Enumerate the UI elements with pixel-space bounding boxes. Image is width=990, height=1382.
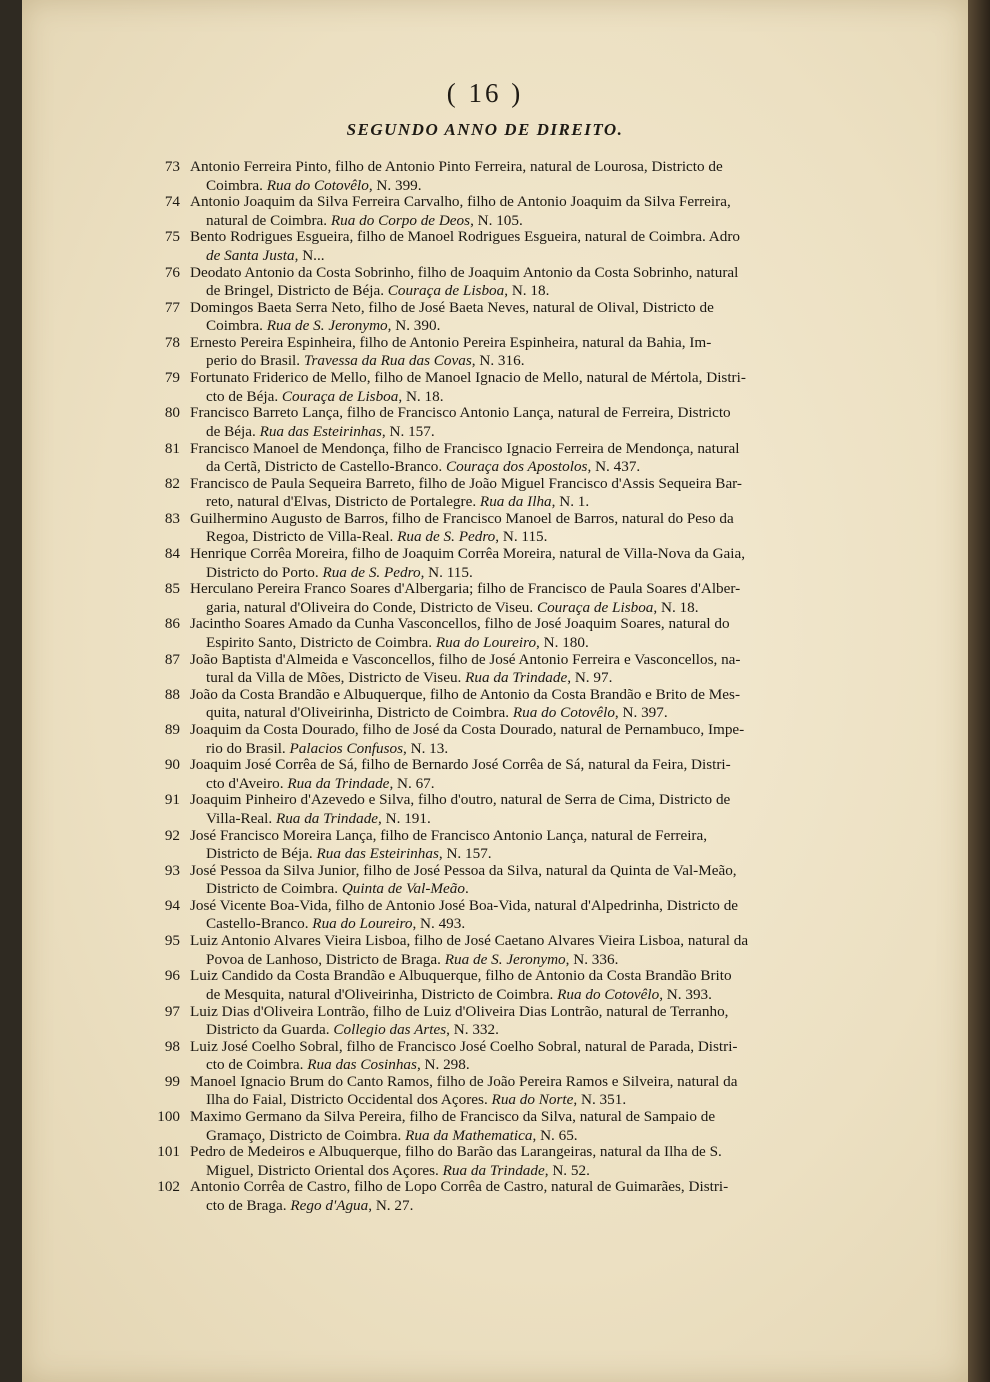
entry-number: 83 [164,509,180,527]
entry-origin: perio do Brasil. [206,352,301,370]
entry-origin: cto d'Aveiro. [206,774,284,792]
entry-line: Francisco Manoel de Mendonça, filho de Francisco Ignacio Ferreira de Mendonça, natural [190,439,740,457]
entry-address: Collegio das Artes [333,1021,447,1038]
list-item [138,404,838,439]
entry-house-number: . [465,880,469,898]
entry-origin: de Bringel, Districto de Béja. [206,282,384,300]
entry-origin: Castello-Branco. [206,915,309,933]
entry-number: 99 [164,1072,180,1090]
entry-address: Rua de S. Jeronymo [266,317,388,335]
entry-line: João Baptista d'Almeida e Vasconcellos, filho de José Antonio Ferreira e Vasconcellos, na- [190,650,741,668]
entry-address: Rua das Cosinhas [307,1056,417,1074]
list-item [138,615,838,650]
list-item [138,827,838,862]
entry-origin: Villa-Real. [206,809,273,827]
entry-house-number: , N. 399. [368,176,422,194]
entry-house-number: , N. 336. [565,950,619,968]
entry-number: 84 [164,545,180,563]
entry-line: José Francisco Moreira Lança, filho de Francisco Antonio Lança, natural de Ferreira, [190,826,708,844]
entry-line: Henrique Corrêa Moreira, filho de Joaquim Corrêa Moreira, natural de Villa-Nova da Gaia, [190,545,746,563]
entry-origin: Coimbra. [206,317,263,335]
entry-address: Rua da Trindade [287,774,390,792]
entry-address: Rua da Trindade [275,809,379,827]
entry-number: 92 [164,826,180,844]
entry-address: Rua do Loureiro [312,915,413,933]
entry-number: 91 [164,791,180,809]
entry-origin: Regoa, Districto de Villa-Real. [206,528,394,546]
entry-line: Joaquim da Costa Dourado, filho de José da Costa Dourado, natural de Pernambuco, Impe- [190,721,745,738]
list-item [138,791,838,826]
entry-number: 79 [164,369,180,387]
entry-line: Pedro de Medeiros e Albuquerque, filho do Barão das Larangeiras, natural da Ilha de S. [190,1143,722,1161]
list-item [138,686,838,721]
entry-line: Bento Rodrigues Esgueira, filho de Manoel Rodrigues Esgueira, natural de Coimbra. Adro [190,228,741,246]
entry-line: Luiz Antonio Alvares Vieira Lisboa, filho de José Caetano Alvares Vieira Lisboa, natural da [190,932,749,950]
entry-origin: garia, natural d'Oliveira do Conde, Districto de Viseu. [206,598,534,616]
entry-origin: Districto de Coimbra. [206,880,339,898]
entry-origin: cto de Braga. [206,1196,287,1214]
entry-house-number: , N. 13. [403,739,449,757]
list-item [138,369,838,404]
entry-house-number: , N. 18. [504,282,550,300]
entry-origin: Districto da Guarda. [206,1021,330,1038]
entry-origin: da Certã, Districto de Castello-Branco. [206,458,443,475]
list-item [138,580,838,615]
entry-house-number: , N. 351. [573,1091,627,1109]
entry-address: Couraça de Lisboa [387,282,505,300]
entry-line: Luiz José Coelho Sobral, filho de Francisco José Coelho Sobral, natural de Parada, Distri- [190,1037,738,1055]
entry-line: Antonio Joaquim da Silva Ferreira Carvalho, filho de Antonio Joaquim da Silva Ferreira, [190,193,731,211]
entry-number: 100 [157,1108,180,1126]
entry-house-number: , N... [294,246,325,264]
entry-house-number: , N. 27. [368,1196,414,1214]
entry-line: Domingos Baeta Serra Neto, filho de José Baeta Neves, natural de Olival, Districto de [190,298,714,316]
entry-address: Rua do Norte [491,1091,574,1109]
entry-address: Rua das Esteirinhas [259,422,382,440]
entry-line: Antonio Corrêa de Castro, filho de Lopo Corrêa de Castro, natural de Guimarães, Distri- [190,1178,729,1196]
entry-line: Joaquim Pinheiro d'Azevedo e Silva, filho d'outro, natural de Serra de Cima, Districto de [190,791,731,809]
entry-address: Quinta de Val-Meão [341,880,465,898]
list-item [138,264,838,299]
entry-address: Rua do Cotovêlo [557,985,660,1003]
entry-number: 85 [164,580,180,598]
entry-house-number: , N. 115. [420,563,473,581]
entry-line: Manoel Ignacio Brum do Canto Ramos, filho de João Pereira Ramos e Silveira, natural da [190,1072,738,1090]
entry-address: Rego d'Agua [290,1196,369,1214]
entry-number: 73 [164,158,180,175]
list-item [138,1038,838,1073]
list-item [138,1108,838,1143]
entry-origin: cto de Coimbra. [206,1056,304,1074]
list-item [138,1073,838,1108]
entry-house-number: , N. 393. [659,985,712,1003]
entry-line: Luiz Dias d'Oliveira Lontrão, filho de Luiz d'Oliveira Dias Lontrão, natural de Terranho, [190,1002,729,1020]
entry-line: Francisco Barreto Lança, filho de Francisco Antonio Lança, natural de Ferreira, Districto [190,404,731,422]
entry-origin: Coimbra. [206,176,263,194]
entry-origin: Miguel, Districto Oriental dos Açores. [206,1161,439,1179]
entry-number: 101 [157,1143,180,1161]
entry-line: José Vicente Boa-Vida, filho de Antonio José Boa-Vida, natural d'Alpedrinha, Districto de [190,896,739,914]
entry-number: 75 [164,228,180,246]
list-item [138,721,838,756]
entry-number: 78 [164,333,180,351]
entry-origin: tural da Villa de Mões, Districto de Viseu. [206,669,462,687]
entry-line: Joaquim José Corrêa de Sá, filho de Bernardo José Corrêa de Sá, natural da Feira, Distri- [190,756,731,774]
entry-house-number: , N. 332. [446,1021,499,1038]
entry-house-number: , N. 1. [551,493,590,511]
entry-address: Travessa da Rua das Covas [303,352,472,370]
list-item [138,158,838,193]
entry-origin: quita, natural d'Oliveirinha, Districto de Coimbra. [206,704,510,722]
list-item [138,1178,838,1213]
entry-house-number: , N. 18. [398,387,444,405]
entry-number: 88 [164,685,180,703]
entry-line: Francisco de Paula Sequeira Barreto, filho de João Miguel Francisco d'Assis Sequeira Bar- [190,474,742,492]
entry-house-number: , N. 65. [532,1126,578,1144]
entry-address: Couraça de Lisboa [536,598,654,616]
list-item [138,228,838,263]
entry-line: João da Costa Brandão e Albuquerque, filho de Antonio da Costa Brandão e Brito de Mes- [190,685,741,703]
entry-address: Rua do Cotovêlo [512,704,615,722]
entry-origin: natural de Coimbra. [206,211,328,229]
entry-number: 82 [164,474,180,492]
entry-house-number: , N. 105. [470,211,523,229]
entry-origin: Districto de Béja. [206,845,313,863]
entry-line: Guilhermino Augusto de Barros, filho de Francisco Manoel de Barros, natural do Peso da [190,509,734,527]
entry-origin: reto, natural d'Elvas, Districto de Portalegre. [206,493,477,511]
entry-origin: rio do Brasil. [206,739,286,757]
entry-origin: Districto do Porto. [206,563,319,581]
entry-address: Rua das Esteirinhas [316,845,439,863]
entry-house-number: , N. 52. [544,1161,590,1179]
entry-address: Rua do Cotovêlo [266,176,369,194]
list-item [138,1003,838,1038]
entry-origin: cto de Béja. [206,387,279,405]
entry-line: Maximo Germano da Silva Pereira, filho de Francisco da Silva, natural de Sampaio de [190,1108,716,1126]
entry-house-number: , N. 157. [438,845,492,863]
list-item [138,967,838,1002]
entry-line: Antonio Ferreira Pinto, filho de Antonio Pinto Ferreira, natural de Lourosa, Districto de [190,158,723,175]
list-item [138,932,838,967]
entry-house-number: , N. 390. [387,317,441,335]
section-title: SEGUNDO ANNO DE DIREITO. [346,120,624,139]
entry-house-number: , N. 493. [412,915,466,933]
entry-number: 95 [164,932,180,950]
list-item [138,545,838,580]
entry-origin: Povoa de Lanhoso, Districto de Braga. [206,950,441,968]
entry-line: José Pessoa da Silva Junior, filho de José Pessoa da Silva, natural da Quinta de Val-Meão, [190,861,737,879]
entry-number: 77 [164,298,180,316]
entry-house-number: , N. 97. [567,669,613,687]
entry-house-number: , N. 115. [495,528,548,546]
list-item [138,756,838,791]
entry-origin: Espirito Santo, Districto de Coimbra. [206,633,433,651]
entry-origin: de Béja. [206,422,256,440]
entry-address: Rua da Mathematica [405,1126,533,1144]
entry-house-number: , N. 18. [653,598,699,616]
entry-house-number: , N. 437. [587,458,641,475]
entry-continuation [190,1197,838,1216]
entry-origin: de Mesquita, natural d'Oliveirinha, Districto de Coimbra. [206,985,554,1003]
entry-address: Rua da Trindade [442,1161,545,1179]
list-item [138,475,838,510]
entry-number: 94 [164,896,180,914]
entry-number: 80 [164,404,180,422]
entry-number: 74 [164,193,180,211]
list-item [138,1143,838,1178]
list-item [138,897,838,932]
entry-address: Rua de S. Pedro [322,563,421,581]
entry-line: Fortunato Friderico de Mello, filho de Manoel Ignacio de Mello, natural de Mértola, Distri- [190,369,746,387]
list-item [138,440,838,475]
entry-origin: Gramaço, Districto de Coimbra. [206,1126,402,1144]
entry-address: Rua da Trindade [465,669,568,687]
list-item [138,510,838,545]
list-item [138,651,838,686]
entry-address: Couraça dos Apostolos [445,458,588,475]
list-item [138,299,838,334]
entry-address: Rua do Corpo de Deos [330,211,471,229]
list-item [138,193,838,228]
entry-house-number: , N. 316. [471,352,525,370]
page-number: ( 16 ) [446,78,524,108]
list-item [138,862,838,897]
entry-house-number: , N. 157. [381,422,435,440]
entry-house-number: , N. 67. [389,774,435,792]
entry-number: 89 [164,721,180,738]
entry-line: Deodato Antonio da Costa Sobrinho, filho de Joaquim Antonio da Costa Sobrinho, natural [190,263,739,281]
entry-house-number: , N. 180. [536,633,589,651]
entry-address: Rua de S. Jeronymo [444,950,566,968]
entry-number: 96 [164,967,180,985]
entry-number: 76 [164,263,180,281]
entry-address: Couraça de Lisboa [281,387,399,405]
entry-number: 98 [164,1037,180,1055]
entry-number: 97 [164,1002,180,1020]
entry-line: Herculano Pereira Franco Soares d'Albergaria; filho de Francisco de Paula Soares d'Alber- [190,580,741,598]
entry-number: 86 [164,615,180,633]
entry-house-number: , N. 397. [614,704,668,722]
entry-line: Luiz Candido da Costa Brandão e Albuquerque, filho de Antonio da Costa Brandão Brito [190,967,732,985]
entry-number: 102 [157,1178,180,1196]
entry-number: 87 [164,650,180,668]
entry-origin: Ilha do Faial, Districto Occidental dos Açores. [206,1091,488,1109]
entry-house-number: , N. 191. [378,809,431,827]
entry-number: 93 [164,861,180,879]
entry-line: Ernesto Pereira Espinheira, filho de Antonio Pereira Espinheira, natural da Bahia, Im- [190,333,712,351]
entry-address: Rua da Ilha [479,493,552,511]
entry-line: Jacintho Soares Amado da Cunha Vasconcellos, filho de José Joaquim Soares, natural do [190,615,730,633]
entry-address: de Santa Justa [206,246,295,264]
list-item [138,334,838,369]
entry-address: Rua do Loureiro [435,633,537,651]
entry-address: Rua de S. Pedro [397,528,496,546]
student-list [138,158,838,1214]
book-binding [968,0,990,1382]
entry-address: Palacios Confusos [289,739,404,757]
entry-number: 81 [164,439,180,457]
entry-house-number: , N. 298. [416,1056,470,1074]
entry-number: 90 [164,756,180,774]
